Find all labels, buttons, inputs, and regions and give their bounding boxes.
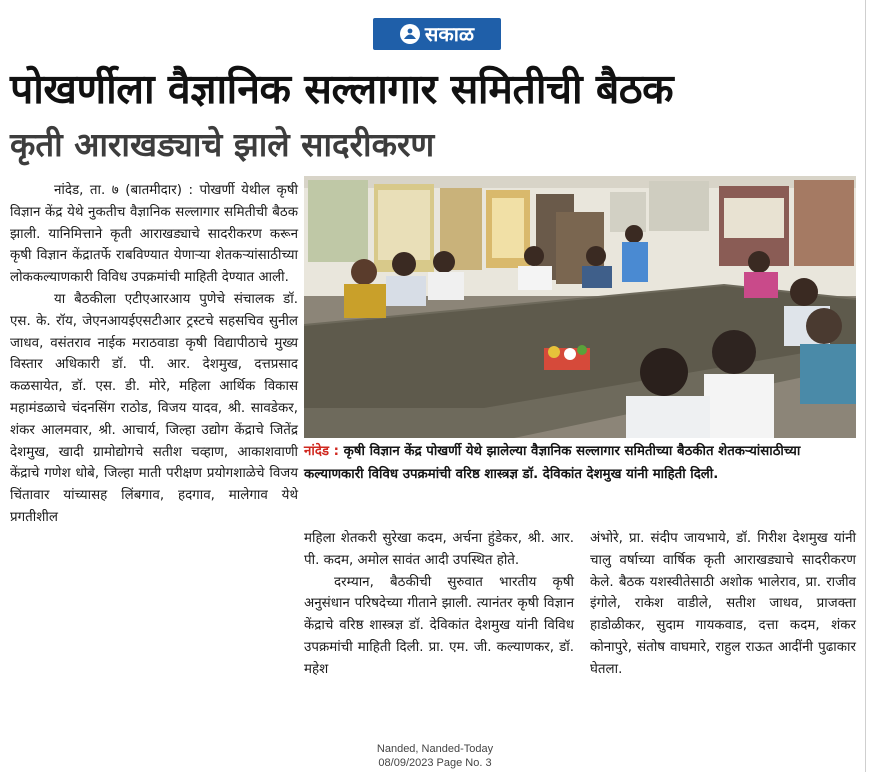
body-paragraph-2: या बैठकीला एटीएआरआय पुणेचे संचालक डॉ. एस. के. रॉय, जेएनआयईएसटीआर ट्रस्टचे सहसचिव सुनील जाधव, वसंतराव नाईक मराठवाडा कृषी विद्यापीठाचे मुख्य विस्तार अधिकारी डॉ. पी. आर. देशमुख, दत्तप्रसाद कळसायेत, डॉ. एस. डी. मोरे, महिला आर्थिक विकास महामंडळाचे चंदनसिंग राठोड, विजय यादव, श्री. सावडेकर, शंकर आलमवार, श्री. आचार्य, जिल्हा उद्योग केंद्राचे जितेंद्र देशमुख, खादी ग्रामोद्योगचे सतीश चव्हाण, आकाशवाणी केंद्राचे गणेश धोबे, जिल्हा माती परीक्षण प्रयोगशाळेचे विजय चिंतावार यांच्यासह लिंबगाव, हदगाव, मालेगाव येथे प्रगतीशील xyxy=(10,291,298,525)
article-column-2 xyxy=(304,528,574,681)
body-paragraph-5: अंभोरे, प्रा. संदीप जायभाये, डॉ. गिरीश देशमुख यांनी चालु वर्षाच्या वार्षिक कृती आराखड्याचे सादरीकरण केले. बैठक यशस्वीतेसाठी अशोक भालेराव, प्रा. राजीव इंगोले, राकेश वाडीले, सतीश जाधव, प्राजक्ता हाडोळीकर, सुदाम गायकवाड, दत्ता कदम, शंकर कोनापुरे, संतोष वाघमारे, राहुल राऊत आदींनी पुढाकार घेतला. xyxy=(590,531,856,677)
caption-location: नांदेड : xyxy=(304,444,339,459)
caption-text: कृषी विज्ञान केंद्र पोखर्णी येथे झालेल्या वैज्ञानिक सल्लागार समितीच्या बैठकीत शेतकऱ्यांसाठीच्या कल्याणकारी विविध उपक्रमांची वरिष्ठ शास्त्रज्ञ डॉ. देविकांत देशमुख यांनी माहिती दिली. xyxy=(304,444,801,482)
footer-edition: Nanded, Nanded-Today xyxy=(376,743,494,755)
meeting-photo-illustration xyxy=(304,176,856,438)
photo-caption xyxy=(304,440,856,486)
footer-date-page: 08/09/2023 Page No. 3 xyxy=(378,757,492,769)
page-edge-divider xyxy=(865,0,866,772)
clipping-footer xyxy=(300,742,570,770)
masthead-title: सकाळ xyxy=(424,22,475,46)
body-paragraph-1: नांदेड, ता. ७ (बातमीदार) : पोखर्णी येथील कृषी विज्ञान केंद्र येथे नुकतीच वैज्ञानिक सल्लागार समितीची बैठक झाली. यानिमित्ताने कृती आराखड्याचे सादरीकरण करून कृषी विज्ञान केंद्रातर्फे राबविण्यात येणाऱ्या शेतकऱ्यांसाठीच्या लोककल्याणकारी विविध उपक्रमांची माहिती देण्यात आली. xyxy=(10,183,298,286)
article-column-1 xyxy=(10,180,298,529)
body-paragraph-4: दरम्यान, बैठकीची सुरुवात भारतीय कृषी अनुसंधान परिषदेच्या गीताने झाली. त्यानंतर कृषी विज्ञान केंद्राचे वरिष्ठ शास्त्रज्ञ डॉ. देविकांत देशमुख यांनी विविध उपक्रमांची माहिती दिली. प्रा. एम. जी. कल्याणकर, डॉ. महेश xyxy=(304,574,574,677)
masthead-logo xyxy=(373,18,501,50)
sakal-emblem-icon xyxy=(400,24,420,44)
body-paragraph-3: महिला शेतकरी सुरेखा कदम, अर्चना हुंडेकर, श्री. आर. पी. कदम, अमोल सावंत आदी उपस्थित होते. xyxy=(304,531,574,568)
article-subheadline: कृती आराखड्याचे झाले सादरीकरण xyxy=(10,125,435,164)
article-headline: पोखर्णीला वैज्ञानिक सल्लागार समितीची बैठक xyxy=(10,65,674,113)
meeting-photo xyxy=(304,176,856,438)
article-column-3 xyxy=(590,528,856,681)
